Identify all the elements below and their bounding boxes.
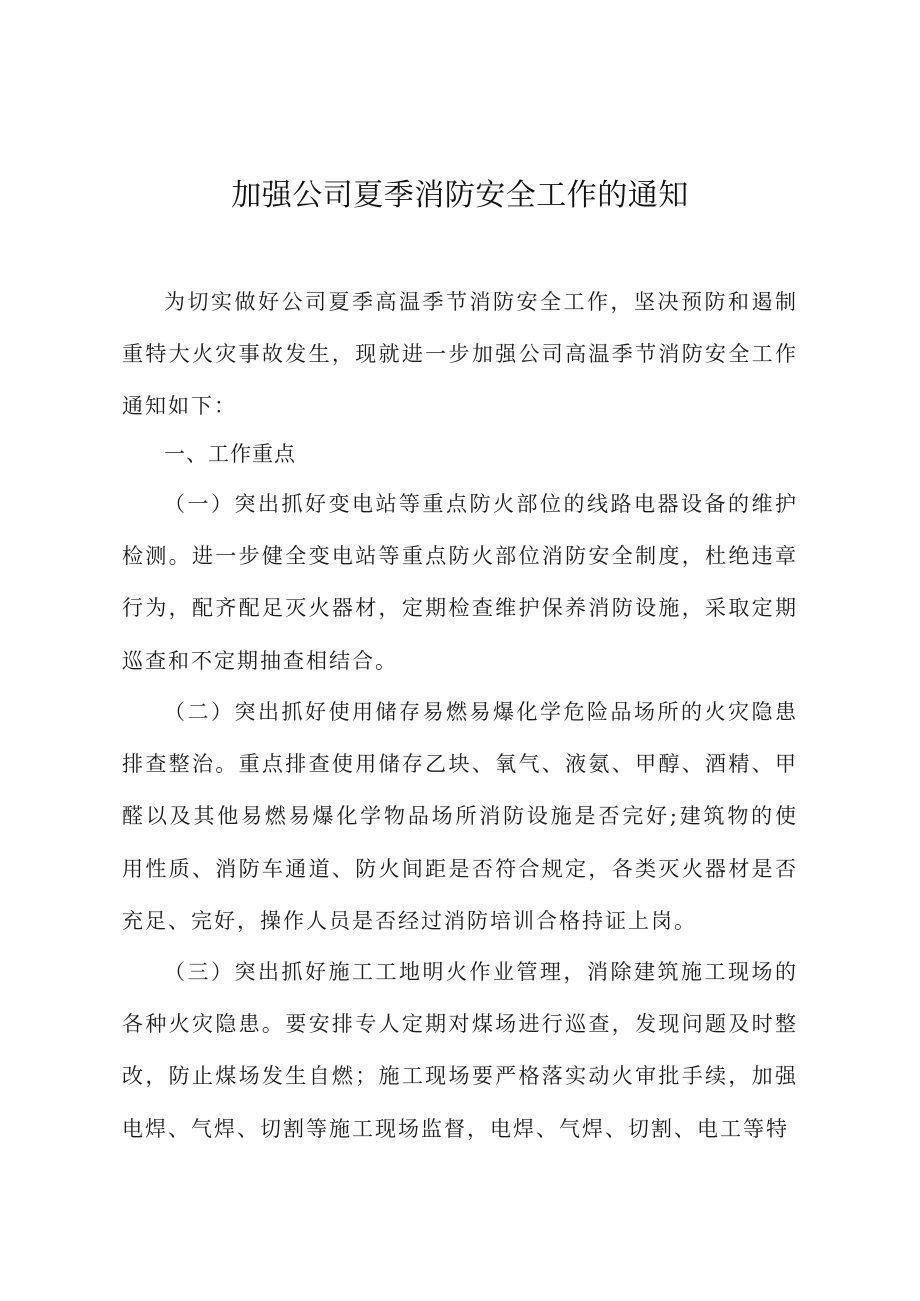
item-2-paragraph: （二）突出抓好使用储存易燃易爆化学危险品场所的火灾隐患排查整治。重点排查使用储存乙块、氧气、液氨、甲醇、酒精、甲醛以及其他易燃易爆化学物品场所消防设施是否完好;建筑物的使用性质、消防车通道、防火间距是否符合规定，各类灭火器材是否充足、完好，操作人员是否经过消防培训合格持证上岗。 [122, 700, 798, 933]
item-2-block [122, 686, 798, 947]
item-3-block [122, 946, 798, 1155]
item-3-paragraph: （三）突出抓好施工工地明火作业管理，消除建筑施工现场的各种火灾隐患。要安排专人定期对煤场进行巡查，发现问题及时整改，防止煤场发生自燃；施工现场要严格落实动火审批手续，加强电焊、气焊、切割等施工现场监督，电焊、气焊、切割、电工等特 [122, 960, 798, 1141]
item-1-paragraph: （一）突出抓好变电站等重点防火部位的线路电器设备的维护检测。进一步健全变电站等重点防火部位消防安全制度，杜绝违章行为，配齐配足灭火器材，定期检查维护保养消防设施，采取定期巡查和不定期抽查相结合。 [122, 492, 798, 673]
section-heading-block [122, 428, 798, 480]
intro-paragraph-block [122, 276, 798, 433]
item-1-block [122, 478, 798, 687]
section-heading: 一、工作重点 [164, 442, 296, 466]
intro-paragraph: 为切实做好公司夏季高温季节消防安全工作，坚决预防和遏制重特大火灾事故发生，现就进一步加强公司高温季节消防安全工作通知如下： [122, 290, 798, 419]
document-title: 加强公司夏季消防安全工作的通知 [231, 178, 689, 213]
